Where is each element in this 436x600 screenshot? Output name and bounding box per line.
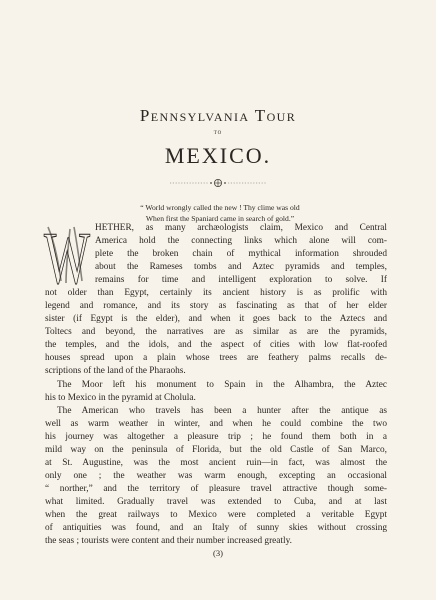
text-line: remains for time and intelligent exploration to solve. If	[95, 275, 387, 285]
text-line: legend and romance, and its story as fascinating as that of her elder	[45, 301, 387, 311]
text-line: sister (if Egypt is the elder), and when it goes back to the Aztecs and	[45, 314, 387, 324]
text-line: about the Rameses tombs and Aztec pyramids and temples,	[95, 262, 387, 272]
text-line: only one ; the weather was warm enough, excepting an occasional	[45, 471, 387, 481]
text-line: at St. Augustine, was the most ancient ruin—in fact, was almost the	[45, 458, 387, 468]
page-number: (3)	[213, 548, 223, 558]
text-line: The Moor left his monument to Spain in the Alhambra, the Aztec	[57, 380, 387, 390]
epigraph-line-2: When first the Spaniard came in search of gold.”	[145, 214, 295, 223]
text-line: mild way on the peninsula of Florida, but the old Castle of San Marco,	[45, 445, 387, 455]
text-line: what limited. Gradually travel was extended to Cuba, and at last	[45, 497, 387, 507]
text-line: of antiquities was found, and an Italy of sunny skies without crossing	[45, 523, 387, 533]
text-line: scriptions of the land of the Pharaohs.	[45, 366, 186, 376]
text-line: the seas ; tourists were content and their number increased greatly.	[45, 536, 292, 546]
dropcap-w	[44, 218, 91, 300]
title-mexico: MEXICO.	[164, 143, 272, 168]
text-line: the temples, and the idols, and the aspect of cities with low flat-roofed	[45, 340, 387, 350]
text-line: The American who travels has been a hunter after the antique as	[57, 406, 387, 416]
dropcap-letter: W	[44, 218, 91, 300]
text-line: his journey was altogether a pleasure trip ; he found them both in a	[45, 432, 387, 442]
text-line: when the great railways to Mexico were completed a veritable Egypt	[45, 510, 387, 520]
text-line: houses spread upon a plain whose trees are feathery palms recalls de-	[45, 353, 387, 363]
text-line: his to Mexico in the pyramid at Cholula.	[45, 393, 196, 403]
text-line: not older than Egypt, certainly its ancient history is as prolific with	[45, 288, 387, 298]
title-to: TO	[213, 131, 223, 136]
epigraph-line-1: “ World wrongly called the new ! Thy clime was old	[140, 203, 300, 212]
title-pennsylvania-tour: Pennsylvania Tour	[139, 106, 297, 125]
text-line: HETHER, as many archæologists claim, Mexico and Central	[95, 223, 387, 233]
text-line: well as warm weather in winter, and when he could combine the two	[45, 419, 387, 429]
text-line: America hold the connecting links which alone will com-	[95, 236, 387, 246]
text-line: “ norther,” and the territory of pleasure travel attractive though some-	[45, 484, 387, 494]
text-line: Toltecs and beyond, the narratives are as similar as are the pyramids,	[45, 327, 387, 337]
ornament-divider-icon	[168, 177, 268, 189]
text-line: plete the broken chain of mythical information shrouded	[95, 249, 387, 259]
epigraph	[60, 202, 380, 224]
